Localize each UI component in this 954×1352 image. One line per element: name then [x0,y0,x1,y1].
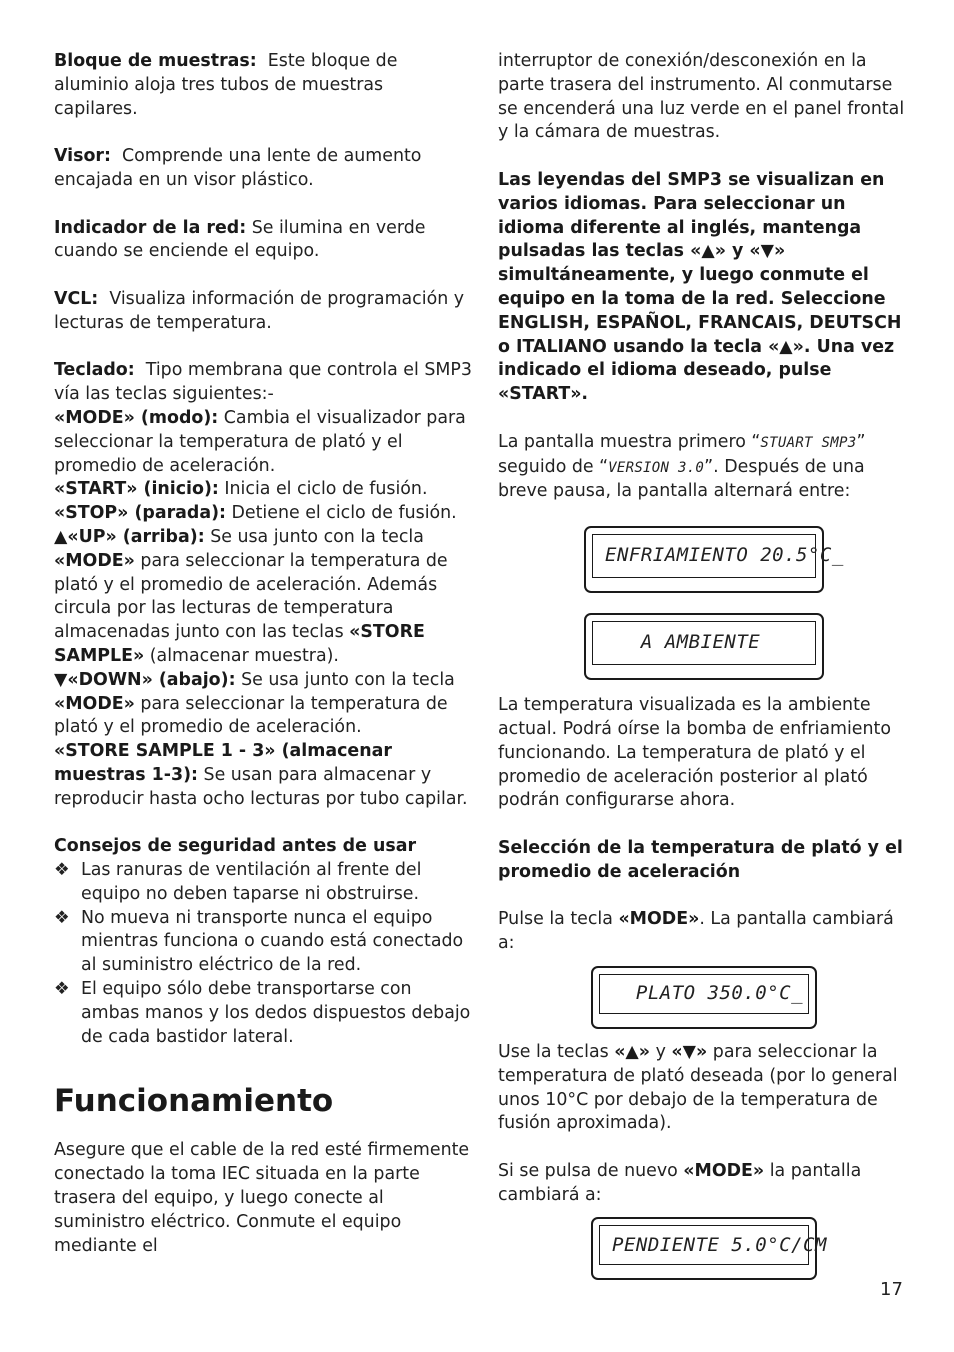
mode-key-description: «MODE» (modo): Cambia el visualizador para seleccionar la temperatura de plató y el promedio de aceleración. [54,407,466,476]
selection-heading: Selección de la temperatura de plató y el promedio de aceleración [498,837,903,882]
safety-bullet-3: ❖ El equipo sólo debe transportarse con ambas manos y los dedos dispuestos debajo de cada bastidor lateral. [54,979,471,1047]
store-key-description: «STORE SAMPLE 1 - 3» (almacenar muestras 1-3): Se usan para almacenar y reproducir hasta ocho lecturas por tubo capilar. [54,741,468,809]
visor-paragraph: Visor: Comprende una lente de aumento encajada en un visor plástico. [54,146,422,190]
indicador-paragraph: Indicador de la red: Se ilumina en verde cuando se enciende el equipo. [54,217,426,262]
up-key-description: ▲«UP» (arriba): Se usa junto con la tecla «MODE» para seleccionar la temperatura de plató y el promedio de aceleración. Además circula por las lecturas de temperatura almacenadas junto con las teclas «STORE SAMPLE» (almacenar muestra). [54,526,448,666]
diamond-bullet-icon: ❖ [54,860,70,881]
bloque-paragraph: Bloque de muestras: Este bloque de aluminio aloja tres tubos de muestras capilares. [54,51,398,119]
lcd-display-enfriamiento [584,526,844,593]
lcd-text: A AMBIENTE [592,621,816,665]
lcd-display-pendiente [591,1217,827,1280]
diamond-bullet-icon: ❖ [54,907,70,928]
lcd-text: ENFRIAMIENTO 20.5°C_ [592,534,816,578]
lcd-text: PLATO 350.0°C_ [599,974,809,1014]
continuation-paragraph: interruptor de conexión/desconexión en la parte trasera del instrumento. Al conmutarse se encenderá una luz verde en el panel frontal y la cámara de muestras. [498,51,905,143]
lcd-text: PENDIENTE 5.0°C/CM [599,1225,809,1265]
use-keys-paragraph: Use la teclas «▲» y «▼» para seleccionar la temperatura de plató deseada (por lo general unos 10°C por debajo de la temperatura de fusión aproximada). [498,1041,898,1134]
funcionamiento-paragraph: Asegure que el cable de la red esté firmemente conectado la toma IEC situada en la parte trasera del equipo, y luego conecte al suministro eléctrico. Conmute el equipo mediante el [54,1140,470,1256]
safety-bullet-2: ❖ No mueva ni transporte nunca el equipo mientras funciona o cuando está conectado al suministro eléctrico de la red. [54,907,464,976]
press-mode-paragraph: Pulse la tecla «MODE». La pantalla cambiará a: [498,909,894,954]
lcd-inline-text: VERSION 3.0 [608,459,705,476]
safety-heading: Consejos de seguridad antes de usar [54,836,417,857]
press-again-paragraph: Si se pulsa de nuevo «MODE» la pantalla cambiará a: [498,1160,862,1205]
startup-paragraph: La pantalla muestra primero “STUART SMP3” seguido de “VERSION 3.0”. Después de una breve pausa, la pantalla alternará entre: [498,431,866,502]
lcd-display-plato [591,966,817,1029]
lcd-display-ambiente [584,613,824,680]
stop-key-description: «STOP» (parada): Detiene el ciclo de fusión. [54,503,457,524]
left-column [54,50,472,1258]
page-number: 17 [880,1279,903,1300]
right-column [498,50,910,1280]
temperature-paragraph: La temperatura visualizada es la ambiente actual. Podrá oírse la bomba de enfriamiento funcionando. La temperatura de plató y el promedio de aceleración posterior al plató podrán configurarse ahora. [498,695,891,811]
language-paragraph: Las leyendas del SMP3 se visualizan en varios idiomas. Para seleccionar un idioma diferente al inglés, mantenga pulsadas las teclas «▲» y «▼» simultáneamente, y luego conmute el equipo en la toma de la red. Seleccione ENGLISH, ESPAÑOL, FRANCAIS, DEUTSCH o ITALIANO usando la tecla «▲». Una vez indicado el idioma deseado, pulse «START». [498,169,902,405]
vcl-paragraph: VCL: Visualiza información de programación y lecturas de temperatura. [54,288,465,333]
funcionamiento-heading: Funcionamiento [54,1083,334,1120]
lcd-inline-text: STUART SMP3 [760,434,857,451]
down-key-description: ▼«DOWN» (abajo): Se usa junto con la tecla «MODE» para seleccionar la temperatura de plató y el promedio de aceleración. [54,669,455,738]
safety-bullet-1: ❖ Las ranuras de ventilación al frente del equipo no deben taparse ni obstruirse. [54,860,422,904]
teclado-paragraph: Teclado: Tipo membrana que controla el SMP3 vía las teclas siguientes:- [54,360,472,405]
start-key-description: «START» (inicio): Inicia el ciclo de fusión. [54,479,428,500]
diamond-bullet-icon: ❖ [54,979,70,1000]
